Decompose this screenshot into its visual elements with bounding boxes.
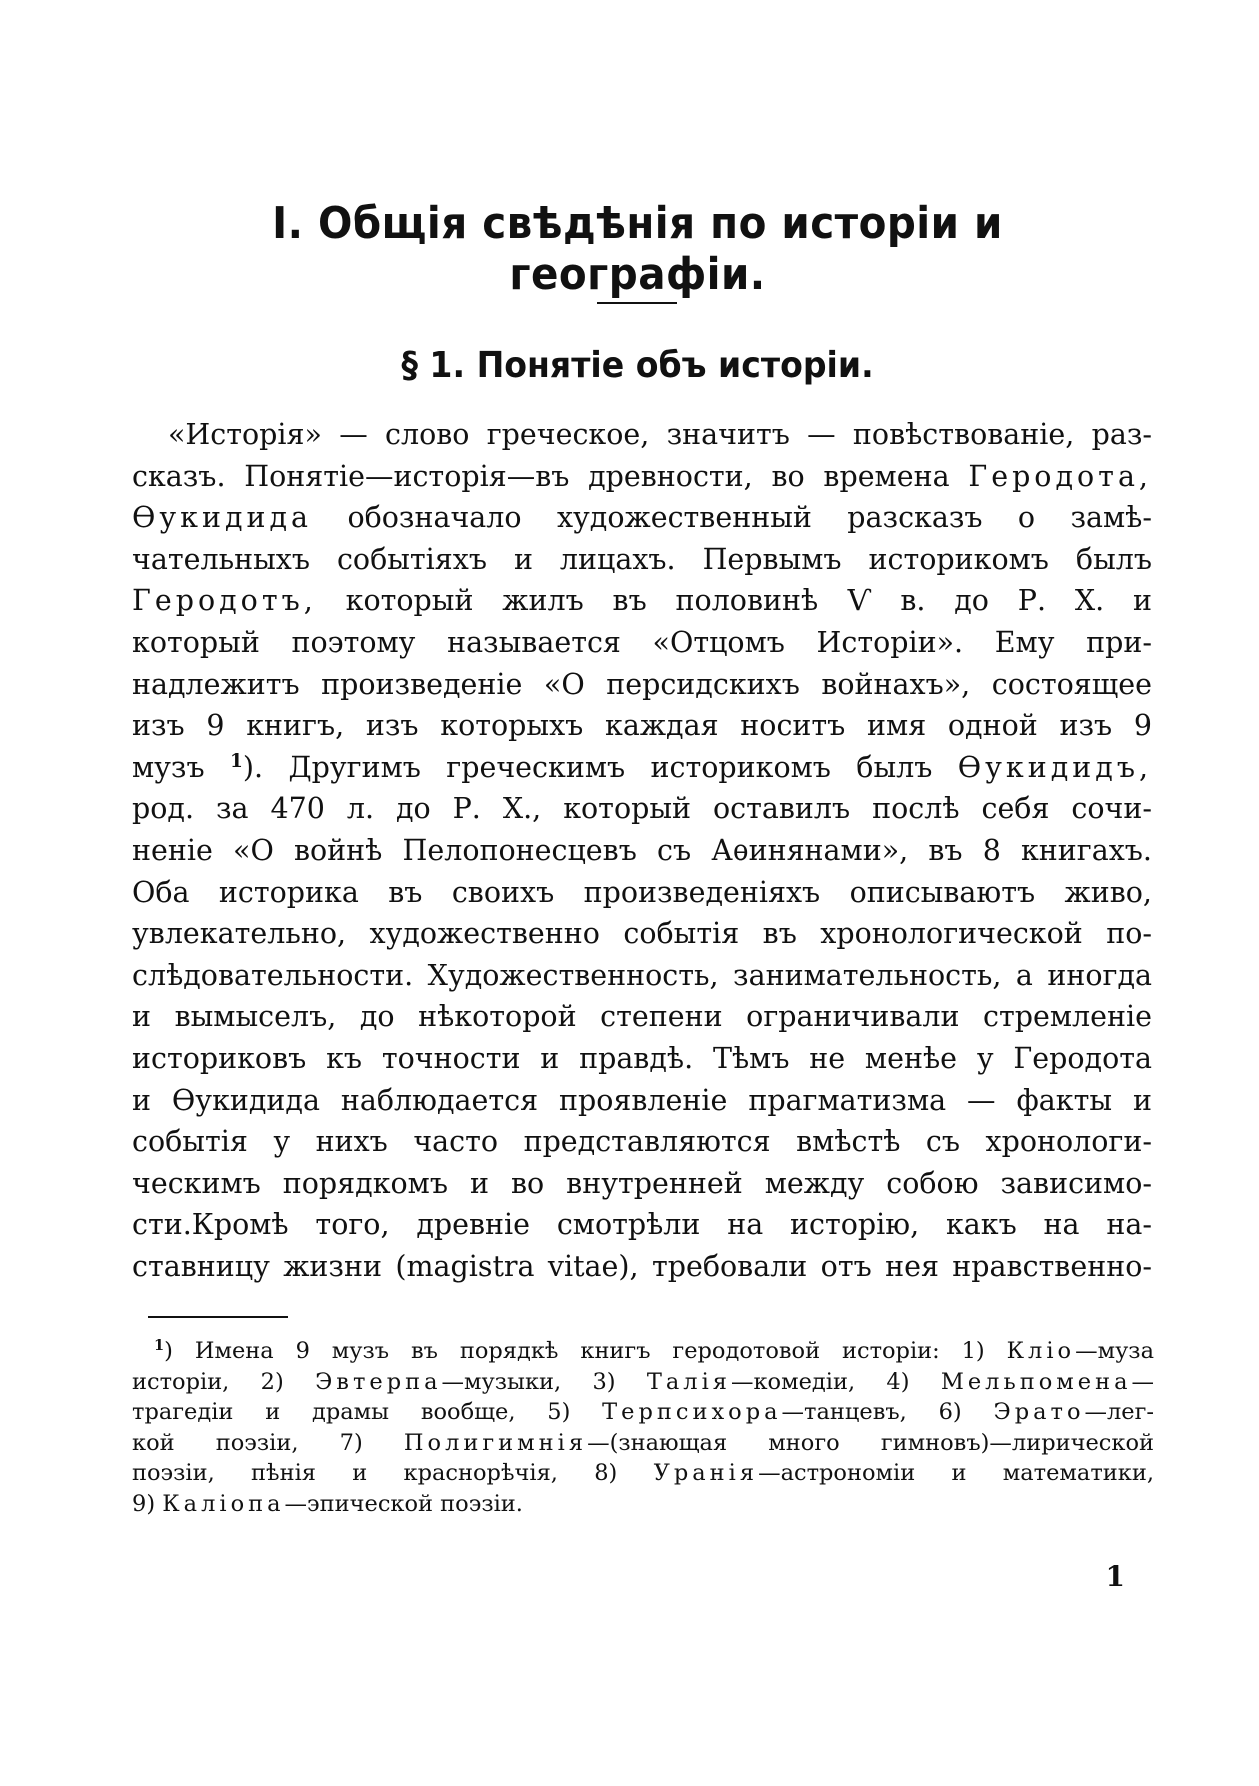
spaced-name: Эвтерпа <box>315 1368 442 1395</box>
text-span: —лег- <box>1084 1399 1155 1425</box>
text-line: который поэтому называется «Отцомъ Исторіи». Ему при- <box>132 625 1152 659</box>
page-number: 1 <box>1105 1560 1125 1593</box>
spaced-name: Геродота, <box>968 459 1152 493</box>
text-line <box>132 456 1152 498</box>
text-span: трагедіи и драмы вообще, 5) <box>132 1399 571 1425</box>
text-line <box>132 497 1152 539</box>
text-line: сти.Кромѣ того, древніе смотрѣли на исторію, какъ на на- <box>132 1208 1152 1242</box>
footnote-line <box>132 1397 1154 1428</box>
text-line: увлекательно, художественно событія въ хронологической по- <box>132 917 1152 951</box>
text-span: 9) <box>132 1490 156 1517</box>
text-line: событія у нихъ часто представляются вмѣстѣ съ хронологи- <box>132 1125 1152 1159</box>
chapter-title: I. Общія свѣдѣнія по исторіи и географіи. <box>272 198 1003 300</box>
text-line: и вымыселъ, до нѣкоторой степени ограничивали стремленіе <box>132 1000 1152 1034</box>
text-span: обозначало художественный разсказъ о замѣ- <box>347 501 1152 535</box>
footnote-line <box>132 1458 1154 1489</box>
spaced-name: Эрато <box>993 1399 1085 1425</box>
footnote-divider <box>148 1316 288 1318</box>
text-span: ). Другимъ греческимъ историкомъ былъ <box>242 750 933 784</box>
footnote-reference: 1 <box>230 750 243 772</box>
text-line: ческимъ порядкомъ и во внутренней между собою зависимо- <box>132 1166 1152 1200</box>
spaced-name: Геродотъ, <box>132 584 317 618</box>
spaced-name: Талія <box>646 1368 731 1395</box>
text-span: который жилъ въ половинѣ Ѵ в. до Р. X. и <box>345 584 1152 618</box>
text-span: ) Имена 9 музъ въ порядкѣ книгъ геродотовой исторіи: 1) <box>164 1338 985 1364</box>
body-text <box>132 414 1152 1287</box>
text-span: исторіи, 2) <box>132 1368 284 1395</box>
text-span: поэзіи, пѣнія и краснорѣчія, 8) <box>132 1460 618 1486</box>
spaced-name: Каліопа <box>162 1490 285 1517</box>
footnote <box>132 1336 1154 1519</box>
text-line <box>132 580 1152 622</box>
text-span: —муза <box>1075 1338 1154 1364</box>
text-span: —комедіи, 4) <box>730 1368 910 1395</box>
text-line: и Ѳукидида наблюдается проявленіе прагматизма — факты и <box>132 1083 1152 1117</box>
footnote-line <box>132 1489 1154 1520</box>
text-line: надлежитъ произведеніе «О персидскихъ войнахъ», состоящее <box>132 667 1152 701</box>
text-line: историковъ къ точности и правдѣ. Тѣмъ не менѣе у Геродота <box>132 1041 1152 1075</box>
text-line: «Исторія» — слово греческое, значитъ — повѣствованіе, раз- <box>168 418 1152 451</box>
text-span: —танцевъ, 6) <box>781 1399 962 1425</box>
footnote-line <box>132 1367 1154 1398</box>
text-line: род. за 470 л. до Р. X., который оставилъ послѣ себя сочи- <box>132 792 1152 826</box>
text-span: сказъ. Понятіе—исторія—въ древности, во времена <box>132 459 950 493</box>
text-span: —музыки, 3) <box>441 1368 616 1395</box>
text-line: ставницу жизни (magistra vitae), требовали отъ нея нравственно- <box>132 1249 1152 1283</box>
text-line: неніе «О войнѣ Пелопонесцевъ съ Аѳинянами», въ 8 книгахъ. <box>132 833 1152 867</box>
footnote-line <box>132 1336 1154 1367</box>
text-line: слѣдовательности. Художественность, занимательность, а иногда <box>132 958 1152 992</box>
spaced-name: Уранія <box>653 1460 759 1486</box>
text-span: —(знающая много гимновъ)—лирической <box>587 1429 1154 1456</box>
spaced-name: Кліо <box>1006 1338 1076 1364</box>
text-span: кой поэзіи, 7) <box>132 1429 363 1456</box>
spaced-name: Полигимнія <box>403 1429 588 1456</box>
footnote-marker: 1 <box>154 1336 165 1354</box>
spaced-name: Ѳукидидъ, <box>957 750 1153 784</box>
text-line: Оба историка въ своихъ произведеніяхъ описываютъ живо, <box>132 875 1152 909</box>
text-span: музъ <box>132 750 205 784</box>
spaced-name: Терпсихора <box>602 1399 782 1425</box>
section-title: § 1. Понятіе объ исторіи. <box>401 345 874 386</box>
title-divider <box>597 302 677 304</box>
text-line: изъ 9 книгъ, изъ которыхъ каждая носитъ имя одной изъ 9 <box>132 709 1152 743</box>
text-span: —эпической поэзіи. <box>284 1490 523 1517</box>
text-span: —астрономіи и математики, <box>758 1460 1155 1486</box>
spaced-name: Мельпомена <box>940 1368 1132 1395</box>
text-line <box>132 747 1152 789</box>
text-span: — <box>1131 1368 1154 1395</box>
text-line: чательныхъ событіяхъ и лицахъ. Первымъ историкомъ былъ <box>132 542 1152 576</box>
spaced-name: Ѳукидида <box>132 501 313 535</box>
footnote-line <box>132 1428 1154 1459</box>
